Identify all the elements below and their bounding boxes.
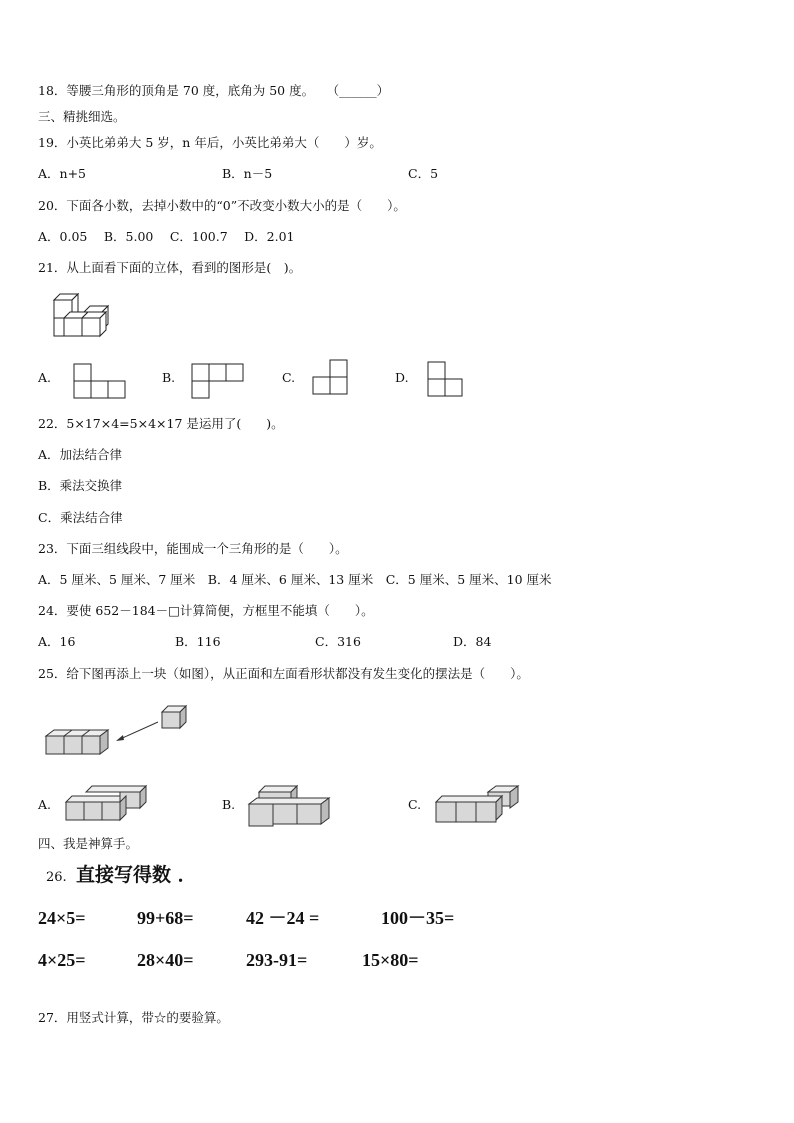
q22-option-a: A．加法结合律 — [38, 447, 123, 462]
section-4-heading: 四、我是神算手。 — [38, 836, 139, 851]
q25-option-c: C. — [408, 797, 422, 812]
calc-item: 293-91= — [246, 950, 308, 970]
q22-option-c: C．乘法结合律 — [38, 510, 123, 525]
calc-item: 15×80= — [362, 950, 419, 970]
q24-option-b: B．116 — [175, 634, 221, 649]
question-24-stem: 24．要使 652－184－□计算简便，方框里不能填（ ）。 — [38, 603, 374, 618]
q21-option-d-figure — [425, 360, 467, 400]
question-19-stem: 19．小英比弟弟大 5 岁，n 年后，小英比弟弟大（ ）岁。 — [38, 135, 382, 150]
q23-options: A．5 厘米、5 厘米、7 厘米 B．4 厘米、6 厘米、13 厘米 C．5 厘米、5 厘米、10 厘米 — [38, 572, 552, 587]
q25-option-a-figure — [62, 782, 152, 824]
calc-item: 100－35= — [381, 908, 455, 928]
q21-option-c: C. — [282, 370, 296, 385]
calc-item: 99+68= — [137, 908, 194, 928]
calc-item: 4×25= — [38, 950, 86, 970]
question-27: 27．用竖式计算，带☆的要验算。 — [38, 1010, 229, 1025]
q21-option-b: B. — [162, 370, 176, 385]
question-20-stem: 20．下面各小数，去掉小数中的“0”不改变小数大小的是（ ）。 — [38, 198, 406, 213]
q25-option-b: B. — [222, 797, 236, 812]
calc-item: 24×5= — [38, 908, 86, 928]
q21-option-a-figure — [72, 362, 128, 400]
section-3-heading: 三、精挑细选。 — [38, 109, 126, 124]
question-18: 18．等腰三角形的顶角是 70 度，底角为 50 度。 （______） — [38, 83, 390, 98]
q25-main-figure — [40, 700, 200, 762]
question-26-title: 直接写得数 ． — [76, 864, 197, 886]
q19-option-c: C．5 — [408, 166, 439, 181]
q19-option-a: A．n+5 — [38, 166, 87, 181]
q20-options: A．0.05 B．5.00 C．100.7 D．2.01 — [38, 229, 295, 244]
question-23-stem: 23．下面三组线段中，能围成一个三角形的是（ ）。 — [38, 541, 348, 556]
q24-option-d: D．84 — [453, 634, 492, 649]
q24-option-a: A．16 — [38, 634, 76, 649]
question-25-stem: 25．给下图再添上一块（如图），从正面和左面看形状都没有发生变化的摆法是（ ）。 — [38, 666, 529, 681]
q21-option-d: D. — [395, 370, 409, 385]
q25-option-b-figure — [245, 782, 337, 830]
q24-option-c: C．316 — [315, 634, 361, 649]
q25-option-a: A. — [38, 797, 52, 812]
question-22-stem: 22．5×17×4=5×4×17 是运用了( )。 — [38, 416, 284, 431]
calc-item: 28×40= — [137, 950, 194, 970]
question-21-stem: 21．从上面看下面的立体，看到的图形是( )。 — [38, 260, 302, 275]
q21-option-c-figure — [310, 358, 352, 398]
q25-option-c-figure — [432, 782, 524, 826]
q21-solid-figure — [46, 290, 118, 342]
q22-option-b: B．乘法交换律 — [38, 478, 123, 493]
calc-item: 42 －24 = — [246, 908, 320, 928]
question-26-number: 26. — [46, 870, 67, 885]
q21-option-b-figure — [190, 362, 246, 402]
q21-option-a: A. — [38, 370, 52, 385]
q19-option-b: B．n－5 — [222, 166, 273, 181]
